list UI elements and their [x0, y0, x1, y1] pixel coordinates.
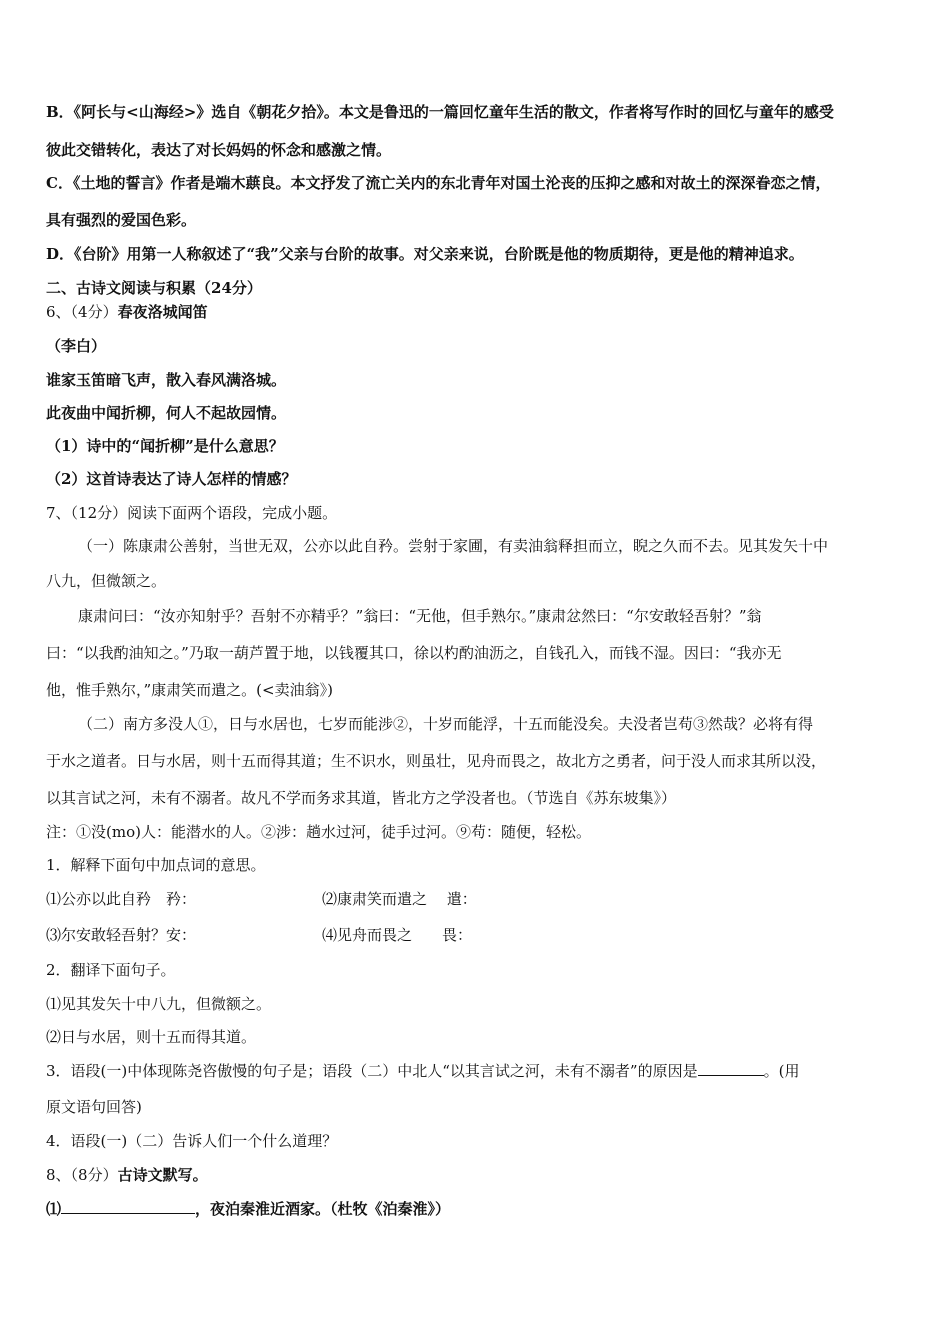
poem-verse-1: 谁家玉笛暗飞声，散入春风满洛城。 [46, 371, 287, 389]
option-d-line1: D．《台阶》用第一人称叙述了“我”父亲与台阶的故事。对父亲来说，台阶既是他的物质期待，更是他的精神追求。 [46, 245, 804, 263]
question-6-sub-1: （1）诗中的“闻折柳”是什么意思？ [46, 437, 284, 455]
question-7-4: 4．语段(一)（二）告诉人们一个什么道理？ [46, 1132, 338, 1150]
question-6-sub-2: （2）这首诗表达了诗人怎样的情感？ [46, 470, 297, 488]
question-7-1-c: ⑶尔安敢轻吾射？安： [46, 926, 197, 944]
option-c-line1: C．《土地的誓言》作者是端木蕻良。本文抒发了流亡关内的东北青年对国土沦丧的压抑之感和对故土的深深眷恋之情， [46, 174, 831, 192]
question-7-3-tail: 。(用 [763, 1062, 800, 1080]
question-8-header [46, 1165, 208, 1185]
question-7-2-b: ⑵日与水居，则十五而得其道。 [46, 1028, 257, 1046]
section-2-heading: 二、古诗文阅读与积累（24分） [46, 279, 262, 297]
question-8-item-1-suffix: ，夜泊秦淮近酒家。（杜牧《泊秦淮》） [195, 1200, 451, 1218]
poem-verse-2: 此夜曲中闻折柳，何人不起故园情。 [46, 404, 287, 422]
question-8-label: 8、（8分） [46, 1166, 118, 1184]
answer-blank[interactable] [698, 1061, 764, 1076]
question-7-1-a: ⑴公亦以此自矜 矜： [46, 890, 197, 908]
question-8-item-1 [46, 1199, 450, 1219]
question-7-intro: 7、（12分）阅读下面两个语段，完成小题。 [46, 504, 338, 522]
passage-1-line-2: 八九，但微颔之。 [46, 572, 167, 590]
question-8-item-1-prefix: ⑴ [46, 1200, 62, 1218]
question-8-title: 古诗文默写。 [117, 1166, 208, 1184]
passage-2-line-2: 曰：“以我酌油知之。”乃取一葫芦置于地，以钱覆其口，徐以杓酌油沥之，自钱孔入，而钱不湿。因曰：“我亦无 [46, 644, 782, 662]
question-7-1: 1．解释下面句中加点词的意思。 [46, 856, 266, 874]
option-b-line1: B．《阿长与<山海经>》选自《朝花夕拾》。本文是鲁迅的一篇回忆童年生活的散文，作者将写作时的回忆与童年的感受 [46, 103, 834, 121]
passage-note: 注：①没(mo)人：能潜水的人。②涉：趟水过河，徒手过河。⑨苟：随便，轻松。 [46, 823, 591, 841]
question-7-3-line-2: 原文语句回答) [46, 1098, 142, 1116]
question-6-header [46, 302, 208, 322]
passage-2-line-1: 康肃问曰：“汝亦知射乎？吾射不亦精乎？”翁曰：“无他，但手熟尔。”康肃忿然曰：“尔安敢轻吾射？”翁 [78, 607, 762, 625]
passage-1-line-1: （一）陈康肃公善射，当世无双，公亦以此自矜。尝射于家圃，有卖油翁释担而立，睨之久而不去。见其发矢十中 [78, 537, 829, 555]
question-7-3-text: 3．语段(一)中体现陈尧咨傲慢的句子是；语段（二）中北人“以其言试之河，未有不溺者”的原因是 [46, 1062, 698, 1080]
question-6-label: 6、（4分） [46, 303, 118, 321]
option-b-line2: 彼此交错转化，表达了对长妈妈的怀念和感激之情。 [46, 141, 392, 159]
question-7-1-d: ⑷见舟而畏之 畏： [322, 926, 473, 944]
question-7-3-line-1 [46, 1061, 799, 1081]
question-7-2-a: ⑴见其发矢十中八九，但微额之。 [46, 995, 272, 1013]
passage-3-line-3: 以其言试之河，未有不溺者。故凡不学而务求其道，皆北方之学没者也。（节选自《苏东坡集》） [46, 789, 677, 807]
passage-2-line-3: 他，惟手熟尔，”康肃笑而遣之。(<卖油翁》) [46, 681, 333, 699]
passage-3-line-2: 于水之道者。日与水居，则十五而得其道；生不识水，则虽壮，见舟而畏之，故北方之勇者，问于没人而求其所以没， [46, 752, 827, 770]
poem-author: （李白） [46, 337, 107, 355]
answer-blank[interactable] [61, 1199, 195, 1214]
question-7-2: 2．翻译下面句子。 [46, 961, 176, 979]
option-c-line2: 具有强烈的爱国色彩。 [46, 211, 197, 229]
question-7-1-b: ⑵康肃笑而遣之 遣： [322, 890, 477, 908]
passage-3-line-1: （二）南方多没人①，日与水居也，七岁而能涉②，十岁而能浮，十五而能没矣。夫没者岂苟③然哉？必将有得 [78, 715, 814, 733]
poem-title: 春夜洛城闻笛 [117, 303, 208, 321]
